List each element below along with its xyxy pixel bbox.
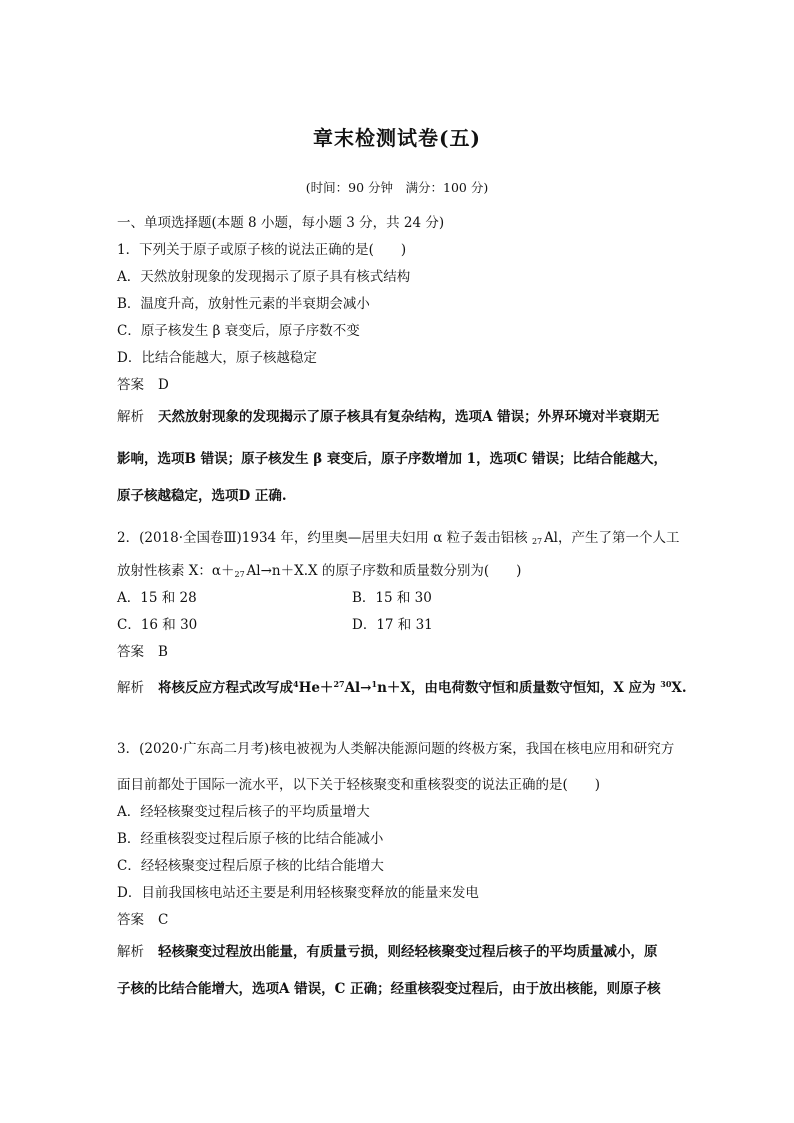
q3-option-a: A．经轻核聚变过程后核子的平均质量增大 <box>117 804 370 820</box>
q1-option-a: A．天然放射现象的发现揭示了原子具有核式结构 <box>117 269 411 285</box>
analysis-text: 天然放射现象的发现揭示了原子核具有复杂结构，选项A 错误；外界环境对半衰期无 <box>158 409 660 425</box>
q1-stem: 1．下列关于原子或原子核的说法正确的是( ) <box>117 242 407 258</box>
q1-option-d: D．比结合能越大，原子核越稳定 <box>117 350 317 366</box>
answer-label: 答案 <box>117 377 144 393</box>
q2-option-d: D．17 和 31 <box>352 617 433 633</box>
q2-option-c: C．16 和 30 <box>117 617 198 633</box>
q2-option-b: B．15 和 30 <box>352 590 432 606</box>
exam-time-score: (时间：90 分钟 满分：100 分) <box>305 180 489 195</box>
q1-analysis-line-2: 影响，选项B 错误；原子核发生 β 衰变后，原子序数增加 1，选项C 错误；比结合能越大， <box>117 451 668 467</box>
q3-option-d: D．目前我国核电站还主要是利用轻核聚变释放的能量来发电 <box>117 885 479 901</box>
analysis-label: 解析 <box>117 944 144 960</box>
q1-analysis-line-1 <box>117 408 659 426</box>
analysis-label: 解析 <box>117 409 144 425</box>
q3-answer <box>117 911 168 929</box>
answer-value: B <box>158 644 168 660</box>
analysis-text: 轻核聚变过程放出能量，有质量亏损，则经轻核聚变过程后核子的平均质量减小，原 <box>158 944 658 960</box>
answer-label: 答案 <box>117 644 144 660</box>
q2-analysis: 解析 将核反应方程式改写成$^4$He＋$^{27}$Al→$^1$n＋X，由电荷数守恒和质量数守恒知，X 应为 $^{30}$X. <box>117 679 687 696</box>
answer-value: D <box>158 377 169 393</box>
q3-option-c: C．经轻核聚变过程后原子核的比结合能增大 <box>117 858 384 874</box>
q2-stem-line-2: 放射性核素 X：α＋ 27 Al→n＋X.X 的原子序数和质量数分别为( ) <box>117 563 522 579</box>
q2-option-a: A．15 和 28 <box>117 590 197 606</box>
q3-stem-line-1: 3．(2020·广东高二月考)核电被视为人类解决能源问题的终极方案，我国在核电应用和研究方 <box>117 741 675 757</box>
q1-option-b: B．温度升高，放射性元素的半衰期会减小 <box>117 296 370 312</box>
answer-label: 答案 <box>117 912 144 928</box>
q3-analysis-line-1 <box>117 943 658 961</box>
q3-stem-line-2: 面目前都处于国际一流水平，以下关于轻核聚变和重核裂变的说法正确的是( ) <box>117 777 601 793</box>
q1-analysis-line-3: 原子核越稳定，选项D 正确. <box>117 488 287 504</box>
q1-option-c: C．原子核发生 β 衰变后，原子序数不变 <box>117 323 360 339</box>
q3-option-b: B．经重核裂变过程后原子核的比结合能减小 <box>117 831 384 847</box>
q3-analysis-line-2: 子核的比结合能增大，选项A 错误，C 正确；经重核裂变过程后，由于放出核能，则原子核 <box>117 981 661 997</box>
page-title: 章末检测试卷(五) <box>313 126 481 150</box>
q2-answer <box>117 643 168 661</box>
q2-stem-line-1: 2．(2018·全国卷Ⅲ)1934 年，约里奥—居里夫妇用 α 粒子轰击铝核 27 Al，产生了第一个人工 <box>117 530 680 546</box>
answer-value: C <box>158 912 169 928</box>
section-heading: 一、单项选择题(本题 8 小题，每小题 3 分，共 24 分) <box>117 215 445 231</box>
q1-answer <box>117 376 169 394</box>
analysis-label: 解析 <box>117 680 144 696</box>
